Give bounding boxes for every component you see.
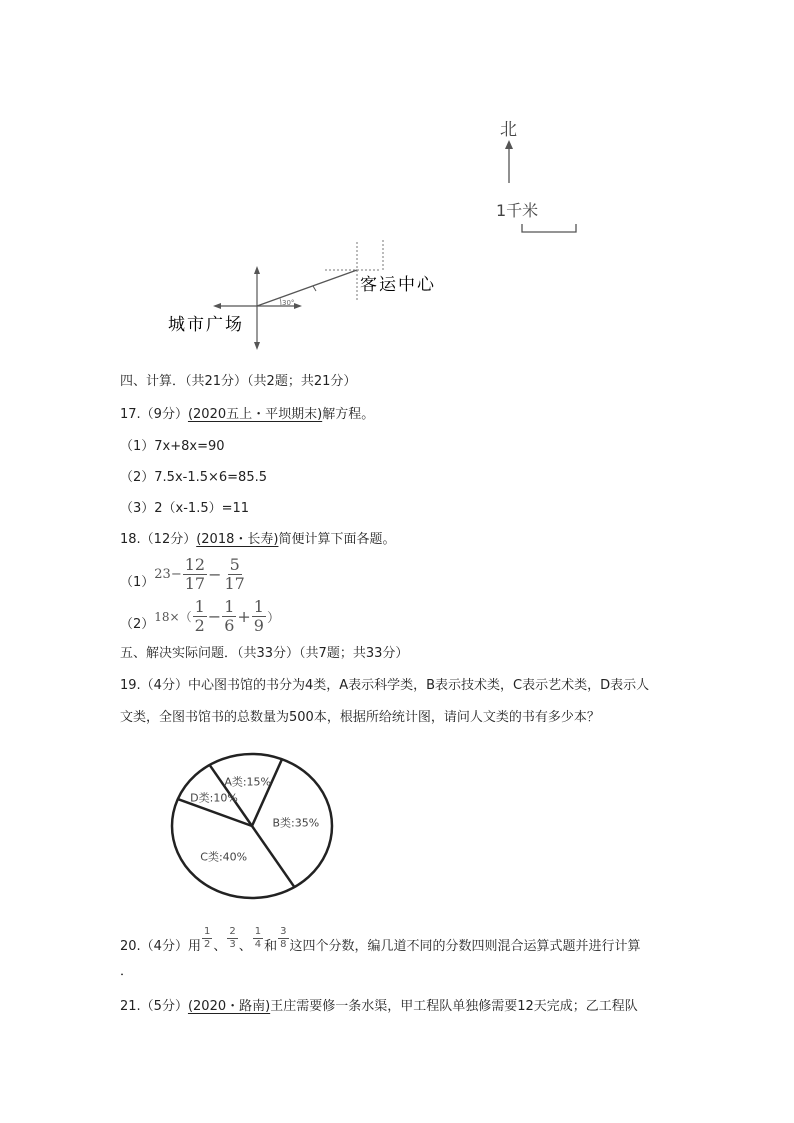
question-18 [120, 530, 395, 550]
city-square-label: 城市广场 [168, 315, 244, 335]
q18-item-1-lead: 23− [154, 567, 182, 582]
q18-item-2-label: （2） [120, 617, 155, 632]
q19-line-1: 19.（4分）中心图书馆的书分为4类，A表示科学类，B表示技术类，C表示艺术类，D表示人 [120, 678, 650, 693]
fraction-1-9: $\frac{1}{9}$ [253, 597, 264, 635]
q20-sep-2: 、 [238, 938, 252, 954]
q18-item-2-close: ） [266, 611, 280, 626]
pie-chart [160, 750, 350, 910]
section-5-heading: 五、解决实际问题．（共33分）（共7题；共33分） [120, 646, 409, 661]
q18-item-1-label: （1） [120, 575, 155, 590]
q19-line-2: 文类，全图书馆书的总数量为500本，根据所给统计图，请问人文类的书有多少本？ [120, 710, 600, 725]
pie-label-B类: B类:35% [272, 816, 320, 830]
pie-label-C类: C类:40% [200, 850, 248, 864]
q17-item-1: （1）7x+8x=90 [120, 439, 225, 454]
question-20 [120, 920, 641, 956]
q20-sep-3: 和 [264, 938, 278, 954]
q18-source-link[interactable]: (2018・长寿) [196, 532, 279, 547]
q18-item-2-lead: 18×（ [154, 610, 192, 624]
q20-dot: ． [120, 964, 134, 979]
question-17 [120, 405, 374, 425]
route-line [257, 270, 357, 306]
bus-center-label: 客运中心 [360, 275, 436, 295]
q18-item-1-minus: − [208, 565, 222, 584]
q18-item-2-op1: − [207, 607, 222, 626]
north-label: 北 [500, 120, 517, 140]
q17-source-link[interactable]: (2020五上・平坝期末) [187, 407, 323, 422]
question-21 [120, 997, 638, 1017]
pie-label-A类: A类:15% [224, 775, 272, 789]
q17-item-3: （3）2（x-1.5）=11 [120, 501, 250, 516]
q17-text: 解方程。 [322, 407, 375, 422]
q17-item-2: （2）7.5x-1.5×6=85.5 [120, 470, 268, 485]
fraction-1-4: $\frac{1}{4}$ [254, 925, 262, 950]
angle-label: 30° [282, 299, 295, 307]
q20-prefix: 20.（4分）用 [120, 938, 201, 954]
direction-map [150, 110, 610, 360]
section-4-heading: 四、计算．（共21分）（共2题；共21分） [120, 374, 357, 389]
q20-sep-1: 、 [213, 938, 227, 954]
fraction-5-17: $\frac{5}{17}$ [224, 555, 245, 593]
fraction-2-3: $\frac{2}{3}$ [229, 925, 236, 950]
fraction-1-2: $\frac{1}{2}$ [194, 597, 205, 635]
fraction-1-6: $\frac{1}{6}$ [224, 597, 235, 635]
q18-item-2 [120, 598, 280, 634]
scale-bar [522, 224, 576, 232]
q21-source-link[interactable]: (2020・路南) [187, 999, 271, 1014]
fraction-12-17: $\frac{12}{17}$ [184, 555, 206, 593]
fraction-1-2: $\frac{1}{2}$ [203, 925, 211, 950]
q21-prefix: 21.（5分） [120, 999, 188, 1014]
q18-text: 简便计算下面各题。 [278, 532, 396, 547]
q18-item-2-op2: + [237, 607, 251, 626]
fraction-3-8: $\frac{3}{8}$ [280, 925, 287, 950]
q20-text: 这四个分数，编几道不同的分数四则混合运算式题并进行计算 [289, 938, 641, 954]
q17-prefix: 17.（9分） [120, 407, 188, 422]
scale-label: 1千米 [496, 201, 539, 220]
pie-label-D类: D类:10% [190, 791, 238, 805]
q21-text: 王庄需要修一条水渠，甲工程队单独修需要12天完成；乙工程队 [270, 999, 638, 1014]
q18-item-1 [120, 556, 248, 592]
q18-prefix: 18.（12分） [120, 532, 197, 547]
